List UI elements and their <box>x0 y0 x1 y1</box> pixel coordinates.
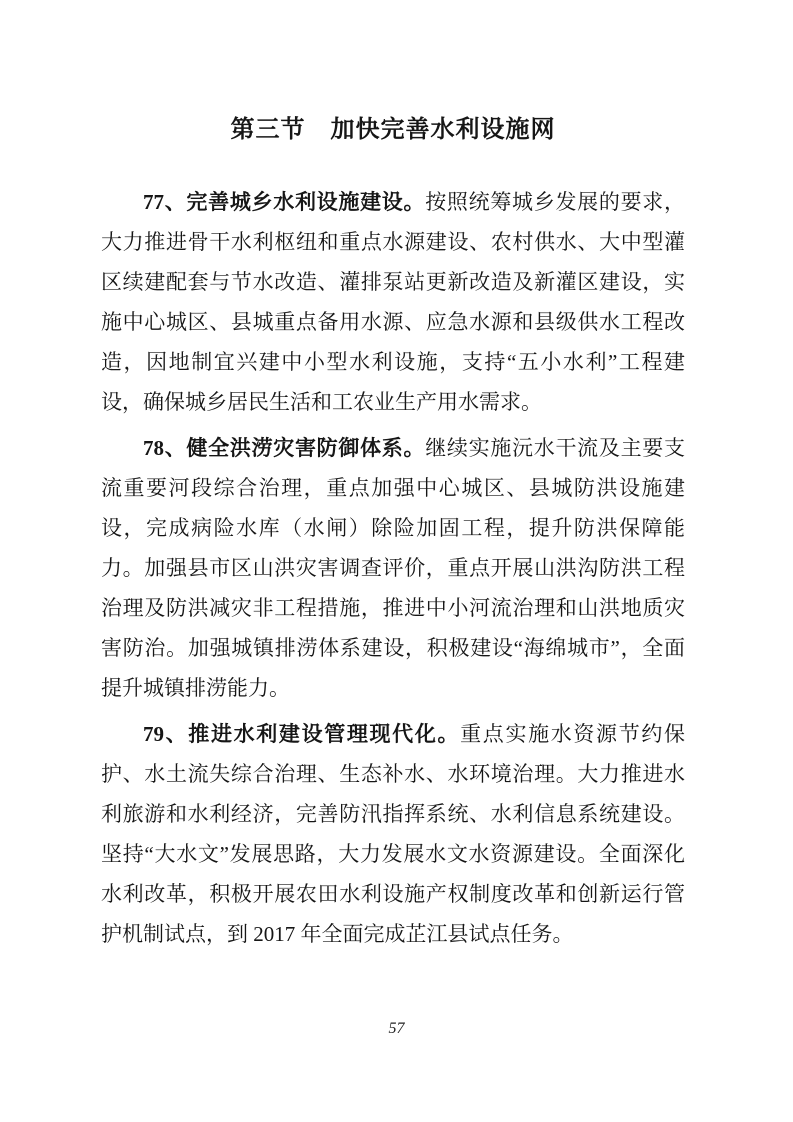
paragraph-item-77 <box>101 182 685 422</box>
paragraph-77-text: 按照统筹城乡发展的要求，大力推进骨干水利枢纽和重点水源建设、农村供水、大中型灌区续建配套与节水改造、灌排泵站更新改造及新灌区建设，实施中心城区、县城重点备用水源、应急水源和县级供水工程改造，因地制宜兴建中小型水利设施，支持“五小水利”工程建设，确保城乡居民生活和工农业生产用水需求。 <box>101 190 686 414</box>
paragraph-79-lead: 79、推进水利建设管理现代化。 <box>143 722 461 746</box>
paragraph-77-lead: 77、完善城乡水利设施建设。 <box>143 190 426 214</box>
paragraph-78-text: 继续实施沅水干流及主要支流重要河段综合治理，重点加强中心城区、县城防洪设施建设，完成病险水库（水闸）除险加固工程，提升防洪保障能力。加强县市区山洪灾害调查评价，重点开展山洪沟防洪工程治理及防洪减灾非工程措施，推进中小河流治理和山洪地质灾害防治。加强城镇排涝体系建设，积极建设“海绵城市”，全面提升城镇排涝能力。 <box>101 436 686 700</box>
paragraph-item-79 <box>101 714 685 954</box>
paragraph-item-78 <box>101 428 685 708</box>
section-heading: 第三节 加快完善水利设施网 <box>230 117 556 143</box>
paragraph-79-text: 重点实施水资源节约保护、水土流失综合治理、生态补水、水环境治理。大力推进水利旅游和水利经济，完善防汛指挥系统、水利信息系统建设。坚持“大水文”发展思路，大力发展水文水资源建设。全面深化水利改革，积极开展农田水利设施产权制度改革和创新运行管护机制试点，到 2017 年全面完成芷江县试点任务。 <box>101 722 686 946</box>
page-number: 57 <box>388 1020 405 1037</box>
document-body <box>101 182 685 954</box>
paragraph-78-lead: 78、健全洪涝灾害防御体系。 <box>143 436 426 460</box>
